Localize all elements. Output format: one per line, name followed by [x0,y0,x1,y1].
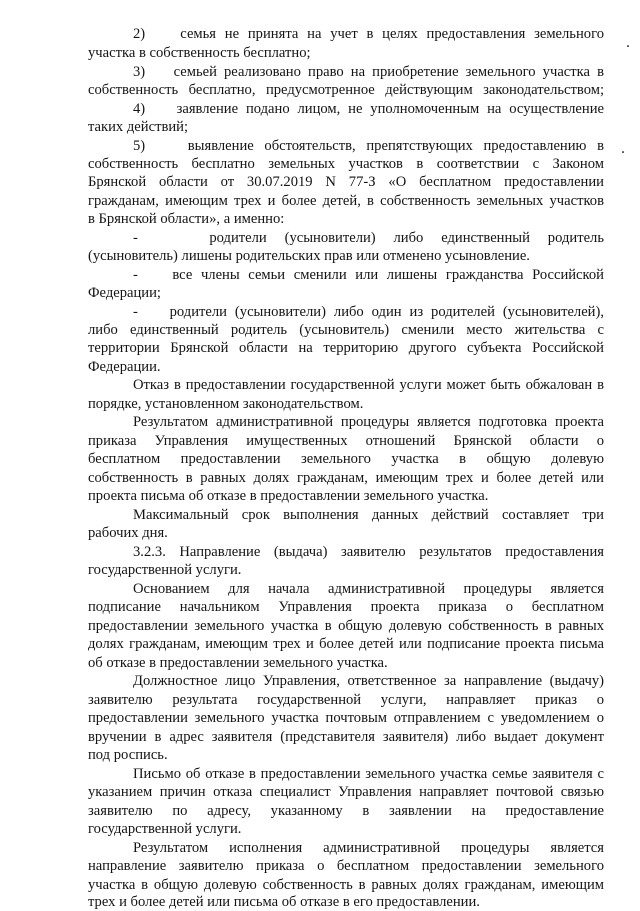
text-line: порядке, установленном законодательством. [88,396,364,412]
text-line: проекта письма об отказе в предоставлении земельного участка. [88,488,489,504]
text-line: 5) выявление обстоятельств, препятствующих предоставлению в [133,138,604,154]
text-line: подписание начальником Управления проекта приказа о бесплатном [88,599,604,615]
text-line: - родители (усыновители) либо единственный родитель [133,230,604,246]
text-line: либо единственный родитель (усыновитель) сменили место жительства с [88,322,604,338]
text-line: Основанием для начала административной процедуры является [133,581,604,597]
text-line: государственной услуги. [88,562,242,578]
text-line: заявителю по адресу, указанному в заявлении на предоставление [88,803,604,819]
text-line: 2) семья не принята на учет в целях предоставления земельного [133,26,604,42]
text-line: вручении в адрес заявителя (представителя заявителя) либо выдает документ [88,729,604,745]
text-line: участка в общую долевую собственность в равных долях гражданам, имеющим [88,877,604,893]
text-line: указанием причин отказа специалист Управления направляет почтовой связью [88,784,604,800]
scan-speck: . [621,140,625,157]
text-line: трех и более детей или письма об отказе в его предоставлении. [88,894,480,910]
text-line: собственность в равных долях гражданам, имеющим трех и более детей или [88,470,604,486]
text-line: 3.2.3. Направление (выдача) заявителю результатов предоставления [133,544,604,560]
text-line: в Брянской области», а именно: [88,211,285,227]
text-line: об отказе в предоставлении земельного участка. [88,655,388,671]
text-line: (усыновитель) лишены родительских прав или отменено усыновление. [88,248,530,264]
text-line: долях гражданам, имеющим трех и более детей или подписание проекта письма [88,636,604,652]
text-line: Результатом административной процедуры является подготовка проекта [133,414,604,430]
text-line: под роспись. [88,747,168,763]
text-line: приказа Управления имущественных отношений Брянской области о [88,433,604,449]
text-line: участка в собственность бесплатно; [88,45,311,61]
text-line: предоставлении земельного участка почтовым отправлением с уведомлением о [88,710,604,726]
text-line: территории Брянской области на территорию другого субъекта Российской [88,340,604,356]
text-line: - родители (усыновители) либо один из родителей (усыновителей), [133,304,604,320]
text-line: заявителю результата государственной услуги, направляет приказ о [88,692,604,708]
text-line: Письмо об отказе в предоставлении земельного участка семье заявителя с [133,766,604,782]
scan-speck: . [626,34,630,51]
text-line: гражданам, имеющим трех и более детей, в собственность земельных участков [88,193,604,209]
text-line: рабочих дня. [88,525,168,541]
text-line: собственность бесплатно, предусмотренное действующим законодательством; [88,82,604,98]
text-line: Федерации; [88,285,161,301]
text-line: Отказ в предоставлении государственной услуги может быть обжалован в [133,377,604,393]
text-line: 3) семьей реализовано право на приобретение земельного участка в [133,64,604,80]
text-line: Должностное лицо Управления, ответственное за направление (выдачу) [133,673,604,689]
text-line: 4) заявление подано лицом, не уполномоченным на осуществление [133,101,604,117]
text-line: - все члены семьи сменили или лишены гражданства Российской [133,267,604,283]
text-line: Федерации. [88,359,161,375]
text-line: направление заявителю приказа о бесплатном предоставлении земельного [88,858,604,874]
text-line: Результатом исполнения административной процедуры является [133,840,604,856]
text-line: Брянской области от 30.07.2019 N 77-З «О бесплатном предоставлении [88,174,604,190]
text-line: таких действий; [88,119,189,135]
text-line: собственность бесплатно земельных участков в соответствии с Законом [88,156,604,172]
text-line: государственной услуги. [88,821,242,837]
text-line: предоставлении земельного участка в общую долевую собственность в равных [88,618,604,634]
text-line: бесплатном предоставлении земельного участка в общую долевую [88,451,604,467]
text-line: Максимальный срок выполнения данных действий составляет три [133,507,604,523]
